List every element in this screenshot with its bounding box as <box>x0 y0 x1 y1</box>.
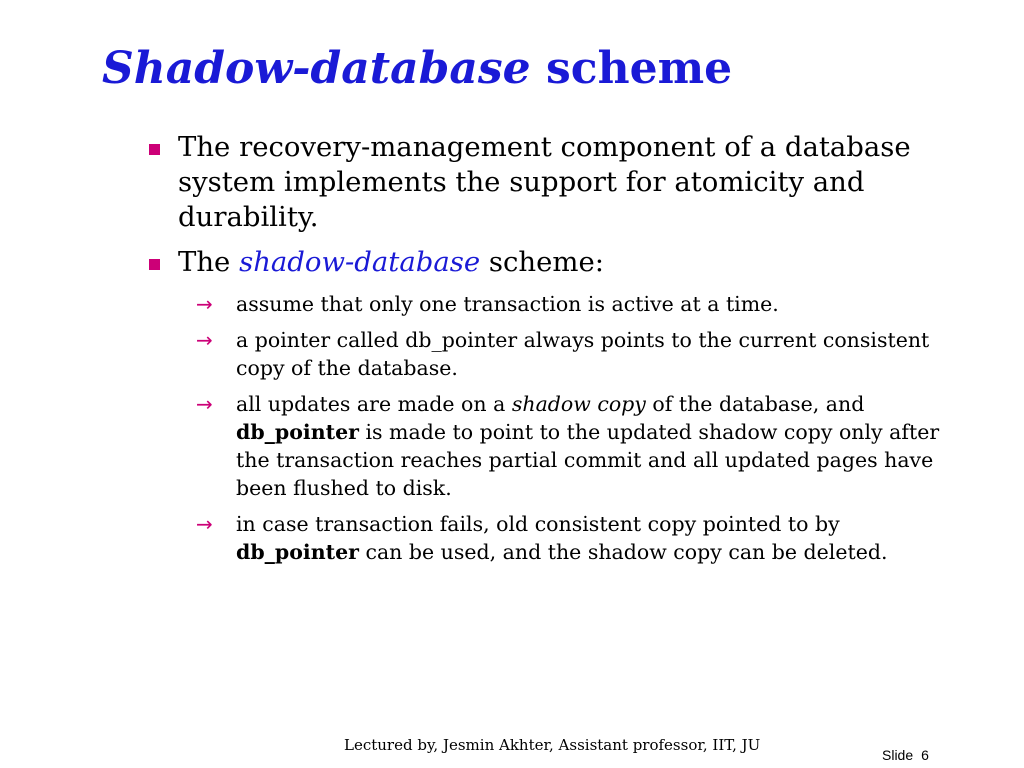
right-arrow-icon: → <box>196 512 213 536</box>
sub-bullet-part1: in case transaction fails, old consistent copy pointed to by <box>236 512 840 536</box>
sub-bullet-list <box>196 290 946 566</box>
sub-bullet-italic: shadow copy <box>511 392 646 416</box>
square-bullet-icon <box>149 144 160 155</box>
sub-bullet-item-1 <box>196 290 946 318</box>
right-arrow-icon: → <box>196 292 213 316</box>
sub-bullet-part2: can be used, and the shadow copy can be deleted. <box>365 540 888 564</box>
slide-number <box>882 747 929 763</box>
right-arrow-icon: → <box>196 328 213 352</box>
sub-bullet-item-4 <box>196 510 946 566</box>
sub-bullet-text: a pointer called db_pointer always points to the current consistent copy of the database. <box>236 328 930 380</box>
bullet-prefix: The <box>178 246 231 278</box>
sub-bullet-text: assume that only one transaction is active at a time. <box>236 292 779 316</box>
bullet-item-1 <box>146 130 946 235</box>
sub-bullet-bold: db_pointer <box>236 420 359 444</box>
slide-number-label: Slide <box>882 747 914 763</box>
right-arrow-icon: → <box>196 392 213 416</box>
bullet-suffix: scheme: <box>488 246 604 278</box>
slide-title <box>102 44 732 95</box>
slide-number-value: 6 <box>921 747 929 763</box>
bullet-item-2 <box>146 245 946 280</box>
sub-bullet-bold: db_pointer <box>236 540 359 564</box>
bullet-text: The recovery-management component of a database system implements the support for atomicity and durability. <box>178 131 911 233</box>
title-plain-part: scheme <box>546 43 733 94</box>
sub-bullet-part2: of the database, and <box>652 392 865 416</box>
sub-bullet-part1: all updates are made on a <box>236 392 506 416</box>
title-italic-part: Shadow-database <box>102 43 531 94</box>
sub-bullet-part3: is made to point to the updated shadow copy only after the transaction reaches partial commit and all updated pages have been flushed to disk. <box>236 420 940 500</box>
slide-content <box>146 130 946 574</box>
sub-bullet-item-2 <box>196 326 946 382</box>
bullet-emphasis: shadow-database <box>239 246 481 278</box>
slide-footer: Lectured by, Jesmin Akhter, Assistant professor, IIT, JU <box>344 736 761 754</box>
square-bullet-icon <box>149 259 160 270</box>
sub-bullet-item-3 <box>196 390 946 502</box>
